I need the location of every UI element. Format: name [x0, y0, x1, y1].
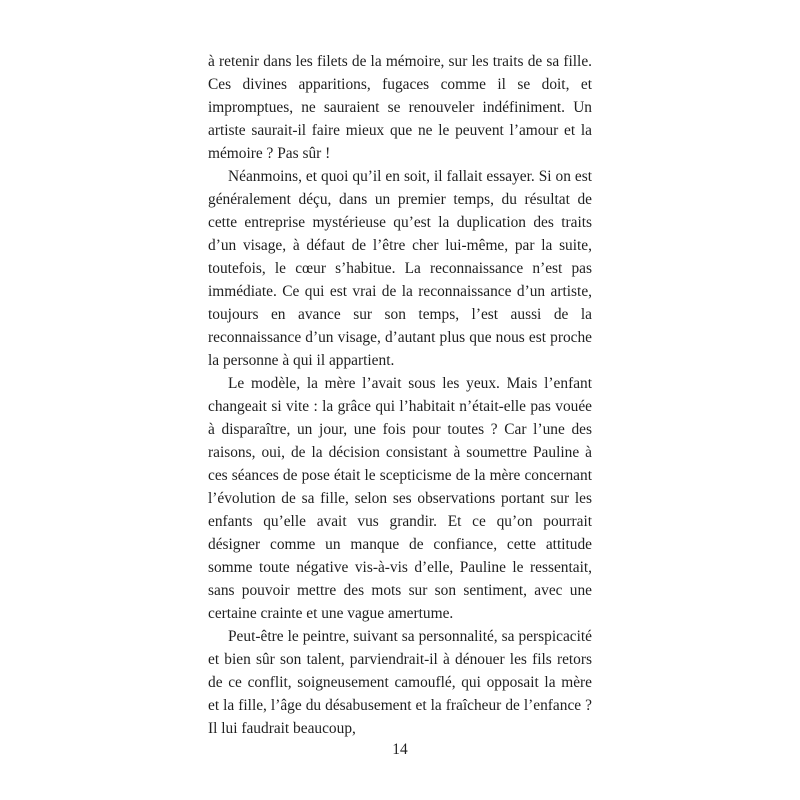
page-number: 14 [392, 741, 408, 758]
paragraph-3: Le modèle, la mère l’avait sous les yeux. Mais l’enfant changeait si vite : la grâce qui l’habitait n’était-elle pas vouée à disparaître, un jour, une fois pour toutes ? Car l’une des raisons, oui, de la décision consistant à soumettre Pauline à ces séances de pose était le scepticisme de la mère concernant l’évolution de sa fille, selon ses observations portant sur les enfants qu’elle avait vus grandir. Et ce qu’on pourrait désigner comme un manque de confiance, cette attitude somme toute négative vis-à-vis d’elle, Pauline le ressentait, sans pouvoir mettre des mots sur son sentiment, avec une certaine crainte et une vague amertume. [208, 375, 592, 622]
book-page [208, 50, 592, 758]
paragraph-2: Néanmoins, et quoi qu’il en soit, il fallait essayer. Si on est généralement déçu, dans un premier temps, du résultat de cette entreprise mystérieuse qu’est la duplication des traits d’un visage, à défaut de l’être cher lui-même, par la suite, toutefois, le cœur s’habitue. La reconnaissance n’est pas immédiate. Ce qui est vrai de la reconnaissance d’un artiste, toujours en avance sur son temps, l’est aussi de la reconnaissance d’un visage, d’autant plus que nous est proche la personne à qui il appartient. [208, 168, 592, 369]
paragraph-4: Peut-être le peintre, suivant sa personnalité, sa perspicacité et bien sûr son talent, parviendrait-il à dénouer les fils retors de ce conflit, soigneusement camouflé, qui opposait la mère et la fille, l’âge du désabusement et la fraîcheur de l’enfance ? Il lui faudrait beaucoup, [208, 628, 592, 737]
paragraph-1: à retenir dans les filets de la mémoire, sur les traits de sa fille. Ces divines apparitions, fugaces comme il se doit, et impromptues, ne sauraient se renouveler indéfiniment. Un artiste saurait-il faire mieux que ne le peuvent l’amour et la mémoire ? Pas sûr ! [208, 53, 592, 162]
body-text [208, 50, 592, 740]
